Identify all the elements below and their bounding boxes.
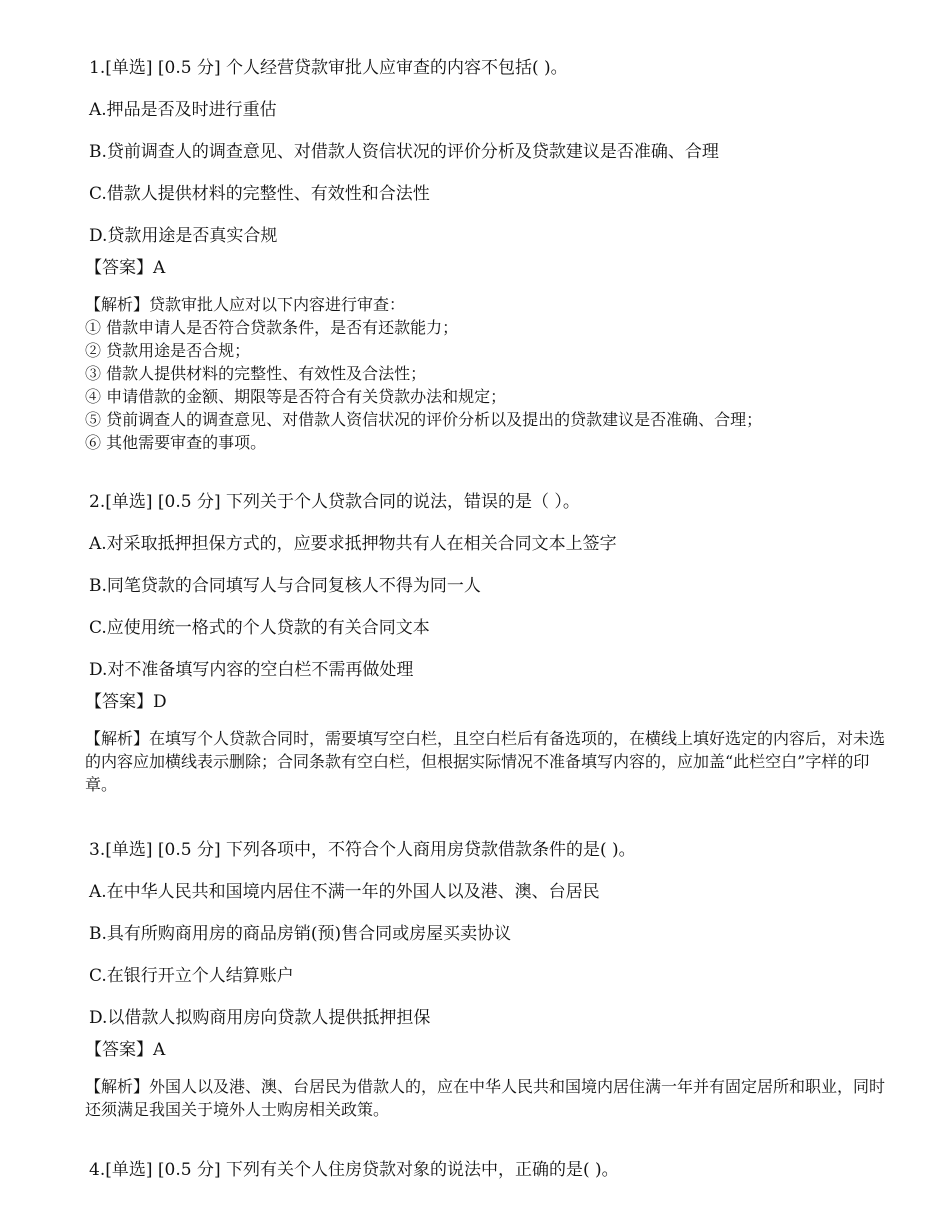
option-b: B.贷前调查人的调查意见、对借款人资信状况的评价分析及贷款建议是否准确、合理 <box>89 142 719 162</box>
question-4 <box>89 1159 899 1201</box>
answer-label: 【答案】A <box>85 1040 166 1060</box>
explanation-line: ⑥ 其他需要审查的事项。 <box>85 433 267 452</box>
explanation-line: ① 借款申请人是否符合贷款条件，是否有还款能力； <box>85 318 459 337</box>
question-1 <box>85 57 899 454</box>
option-a: A.在中华人民共和国境内居住不满一年的外国人以及港、澳、台居民 <box>89 882 600 902</box>
explanation <box>85 293 897 454</box>
option-a: A.押品是否及时进行重估 <box>89 100 277 120</box>
explanation-text: 【解析】在填写个人贷款合同时，需要填写空白栏，且空白栏后有备选项的，在横线上填好选定的内容后，对未选的内容应加横线表示删除；合同条款有空白栏，但根据实际情况不准备填写内容的，应加盖“此栏空白”字样的印章。 <box>85 729 886 794</box>
explanation-line: 【解析】贷款审批人应对以下内容进行审查： <box>85 295 406 314</box>
option-c: C.借款人提供材料的完整性、有效性和合法性 <box>89 184 430 204</box>
question-2 <box>85 491 899 796</box>
option-a: A.对采取抵押担保方式的，应要求抵押物共有人在相关合同文本上签字 <box>89 534 617 554</box>
question-3 <box>85 839 899 1121</box>
option-c: C.在银行开立个人结算账户 <box>89 966 294 986</box>
option-d: D.对不准备填写内容的空白栏不需再做处理 <box>89 660 414 680</box>
option-d: D.以借款人拟购商用房向贷款人提供抵押担保 <box>89 1008 431 1028</box>
question-stem: 1.[单选] [0.5 分] 个人经营贷款审批人应审查的内容不包括( )。 <box>89 58 568 78</box>
explanation-line: ④ 申请借款的金额、期限等是否符合有关贷款办法和规定； <box>85 387 507 406</box>
answer-label: 【答案】D <box>85 692 167 712</box>
explanation-line: ③ 借款人提供材料的完整性、有效性及合法性； <box>85 364 427 383</box>
explanation <box>85 727 897 796</box>
explanation-text: 【解析】外国人以及港、澳、台居民为借款人的，应在中华人民共和国境内居住满一年并有固定居所和职业，同时还须满足我国关于境外人士购房相关政策。 <box>85 1077 886 1119</box>
option-b: B.同笔贷款的合同填写人与合同复核人不得为同一人 <box>89 576 481 596</box>
question-stem: 2.[单选] [0.5 分] 下列关于个人贷款合同的说法，错误的是（ ）。 <box>89 492 580 512</box>
option-b: B.具有所购商用房的商品房销(预)售合同或房屋买卖协议 <box>89 924 512 944</box>
answer-label: 【答案】A <box>85 258 166 278</box>
question-stem: 4.[单选] [0.5 分] 下列有关个人住房贷款对象的说法中，正确的是( )。 <box>89 1160 619 1180</box>
explanation-line: ⑤ 贷前调查人的调查意见、对借款人资信状况的评价分析以及提出的贷款建议是否准确、合理； <box>85 410 763 429</box>
option-c: C.应使用统一格式的个人贷款的有关合同文本 <box>89 618 430 638</box>
explanation <box>85 1075 897 1121</box>
option-d: D.贷款用途是否真实合规 <box>89 226 278 246</box>
question-stem: 3.[单选] [0.5 分] 下列各项中，不符合个人商用房贷款借款条件的是( )。 <box>89 840 636 860</box>
explanation-line: ② 贷款用途是否合规； <box>85 341 251 360</box>
